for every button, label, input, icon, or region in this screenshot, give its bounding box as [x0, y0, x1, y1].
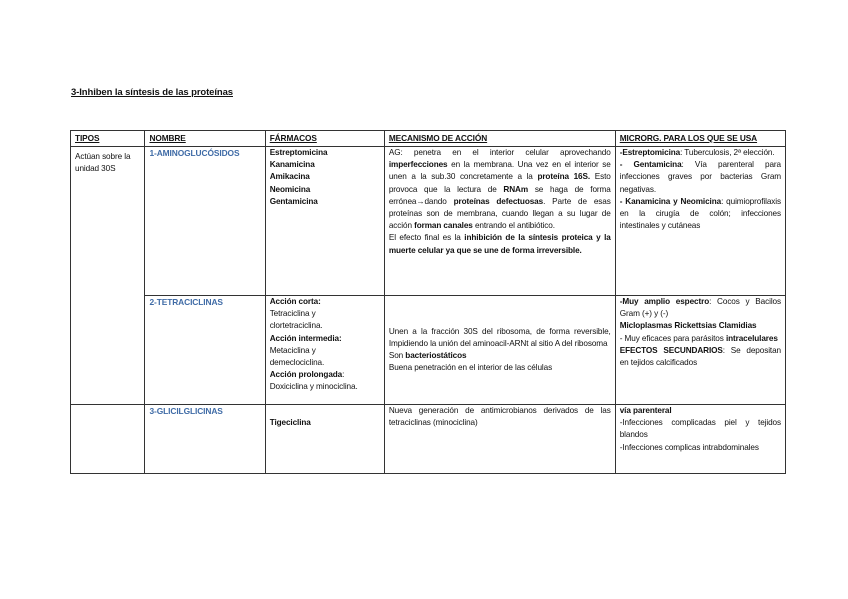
microrg-paragraph [620, 345, 781, 369]
text: imperfecciones [388, 160, 448, 170]
farmacos-cell [265, 147, 384, 296]
text: EFECTOS SECUNDARIOS [619, 345, 723, 355]
table-header-row [71, 131, 786, 147]
mecanismo-cell [384, 147, 615, 296]
text: - Gentamicina [619, 160, 682, 170]
microrg-cell [615, 296, 785, 405]
mecanismo-paragraph [389, 147, 611, 232]
microrg-paragraph [620, 196, 781, 233]
mecanismo-paragraph: Nueva generación de antimicrobianos derivados de las tetraciclinas (minociclina) [388, 406, 611, 428]
farmaco-subheading: Acción corta: [269, 297, 321, 306]
tipo-cell [71, 147, 145, 405]
text: - Muy eficaces para parásitos [619, 333, 726, 343]
header-mecanismo: MECANISMO DE ACCIÓN [384, 131, 615, 147]
header-tipos: TIPOS [71, 131, 145, 147]
farmaco-item: Neomicina [269, 184, 311, 194]
nombre-aminoglucosidos: 1-AMINOGLUCÓSIDOS [145, 147, 265, 296]
farmaco-item: Tigeciclina [269, 418, 311, 427]
text: : Vía parenteral para infecciones graves por bacterias Gram negativas. [619, 160, 782, 194]
farmaco-item: demeclociclina. [269, 358, 325, 368]
text: : Tuberculosis, 2ª elección. [680, 148, 775, 157]
microrg-paragraph [620, 147, 781, 159]
text: bacteriostáticos [405, 351, 467, 360]
mecanismo-paragraph: Buena penetración en el interior de las células [388, 363, 553, 373]
text: : [342, 370, 345, 380]
text: . Parte de esas proteínas son de membrana, cuando llegan a su lugar de acción [388, 196, 611, 231]
text: - Kanamicina y Neomicina [619, 196, 722, 206]
text: intracelulares [725, 333, 778, 343]
text: proteínas defectuosas [453, 196, 544, 206]
header-nombre: NOMBRE [145, 131, 265, 147]
farmaco-subheading-line [270, 369, 380, 381]
mecanismo-cell [384, 405, 615, 474]
text: se haga de forma errónea→dando [388, 184, 611, 206]
farmaco-item: clortetraciclina. [269, 321, 323, 331]
page-heading: 3-Inhiben la síntesis de las proteínas [71, 87, 233, 98]
text: proteína 16S. [537, 172, 591, 182]
farmaco-subheading: Acción intermedia: [269, 333, 342, 343]
table-row [71, 405, 786, 474]
microrg-paragraph [620, 159, 781, 196]
text: Son [388, 351, 406, 360]
microrg-paragraph [620, 296, 781, 320]
microrg-cell [615, 405, 785, 474]
farmaco-item: Kanamicina [269, 160, 315, 170]
text: -Muy amplio espectro [619, 297, 710, 306]
farmaco-item: Tetraciclina y [269, 309, 316, 319]
text: : quimioprofilaxis en la cirugía de colón; infecciones intestinales y cutáneas [619, 196, 781, 231]
text: RNAm [503, 184, 529, 194]
mecanismo-cell [384, 296, 615, 405]
text: : Se depositan en tejidos calcificados [619, 345, 781, 368]
table-row [71, 296, 786, 405]
farmaco-item: Metaciclina y [269, 345, 316, 355]
farmacos-cell [265, 296, 384, 405]
microrg-paragraph: -Infecciones complicadas piel y tejidos blandos [619, 418, 781, 440]
tipo-cell-empty [71, 405, 145, 474]
farmaco-item: Amikacina [269, 172, 310, 182]
text: forman canales [414, 221, 473, 231]
farmacos-cell [265, 405, 384, 474]
table-row [71, 147, 786, 296]
text: entrando el antibiótico. [472, 221, 555, 231]
antibiotics-table [70, 130, 786, 474]
text: -Estreptomicina [619, 148, 681, 157]
microrg-paragraph: vía parenteral [619, 406, 672, 415]
text: El efecto final es la [388, 233, 465, 243]
nombre-tetraciclinas: 2-TETRACICLINAS [145, 296, 265, 405]
microrg-paragraph: Micloplasmas Rickettsias Clamidias [619, 321, 757, 331]
text: Acción prolongada [269, 370, 343, 380]
mecanismo-paragraph [389, 232, 611, 256]
microrg-paragraph [620, 333, 781, 345]
farmaco-item: Doxiciclina y minociclina. [269, 382, 358, 392]
microrg-paragraph: -Infecciones complicas intrabdominales [619, 442, 759, 452]
tipo-text: Actúan sobre la unidad 30S [75, 152, 131, 174]
header-farmacos: FÁRMACOS [265, 131, 384, 147]
header-microrg: MICRORG. PARA LOS QUE SE USA [615, 131, 785, 147]
farmaco-item: Gentamicina [269, 196, 318, 206]
text: en la membrana. Una vez en el interior se unen a la sub.30 concretamente a la [388, 160, 611, 182]
microrg-cell [615, 147, 785, 296]
nombre-glicilglicinas: 3-GLICILGLICINAS [145, 405, 265, 474]
farmaco-item: Estreptomicina [269, 148, 328, 157]
text: : Cocos y Bacilos Gram (+) y (-) [619, 297, 781, 319]
text: Esto provoca que la lectura de [388, 172, 611, 194]
mecanismo-paragraph: Unen a la fracción 30S del ribosoma, de forma reversible, Impidiendo la unión del aminoacil-ARNt al sitio A del ribosoma [388, 326, 611, 348]
mecanismo-paragraph [389, 350, 611, 362]
text: inhibición de la síntesis proteica y la muerte celular ya que se une de forma irreversible. [388, 233, 611, 255]
text: AG: penetra en el interior celular aprovechando [388, 148, 611, 157]
